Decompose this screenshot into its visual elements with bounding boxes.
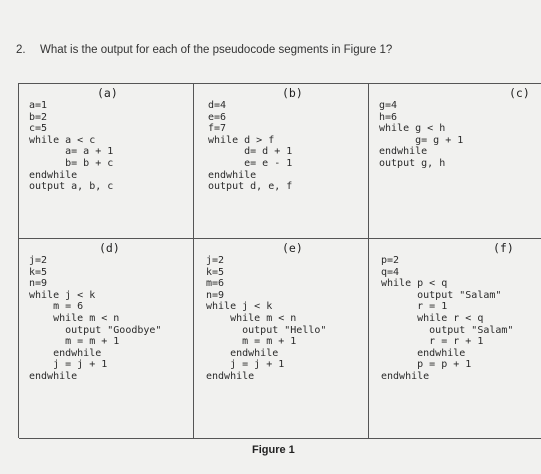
cell-label: (e) — [282, 241, 303, 255]
question-number: 2. — [16, 44, 26, 56]
cell-label: (f) — [493, 241, 514, 255]
figure-grid — [18, 83, 541, 438]
cell-label: (b) — [282, 86, 303, 100]
cell-b — [194, 84, 369, 239]
question-text: What is the output for each of the pseudocode segments in Figure 1? — [40, 44, 393, 56]
cell-e — [194, 239, 369, 439]
cell-d — [19, 239, 194, 439]
cell-a — [19, 84, 194, 239]
cell-c — [369, 84, 541, 239]
pseudocode-block: d=4 e=6 f=7 while d > f d= d + 1 e= e - 1 endwhile output d, e, f — [208, 100, 293, 193]
question — [16, 44, 392, 56]
pseudocode-block: j=2 k=5 m=6 n=9 while j < k while m < n output "Hello" m = m + 1 endwhile j = j + 1 endwhile — [206, 255, 327, 382]
cell-label: (c) — [509, 86, 530, 100]
pseudocode-block: j=2 k=5 n=9 while j < k m = 6 while m < n output "Goodbye" m = m + 1 endwhile j = j + 1 endwhile — [29, 255, 162, 382]
cell-f — [369, 239, 541, 439]
cell-label: (d) — [99, 241, 120, 255]
cell-label: (a) — [97, 86, 118, 100]
pseudocode-block: p=2 q=4 while p < q output "Salam" r = 1 while r < q output "Salam" r = r + 1 endwhile p = p + 1 endwhile — [381, 255, 514, 382]
figure-caption: Figure 1 — [252, 444, 295, 456]
pseudocode-block: g=4 h=6 while g < h g= g + 1 endwhile output g, h — [379, 100, 464, 169]
pseudocode-block: a=1 b=2 c=5 while a < c a= a + 1 b= b + c endwhile output a, b, c — [29, 100, 114, 193]
